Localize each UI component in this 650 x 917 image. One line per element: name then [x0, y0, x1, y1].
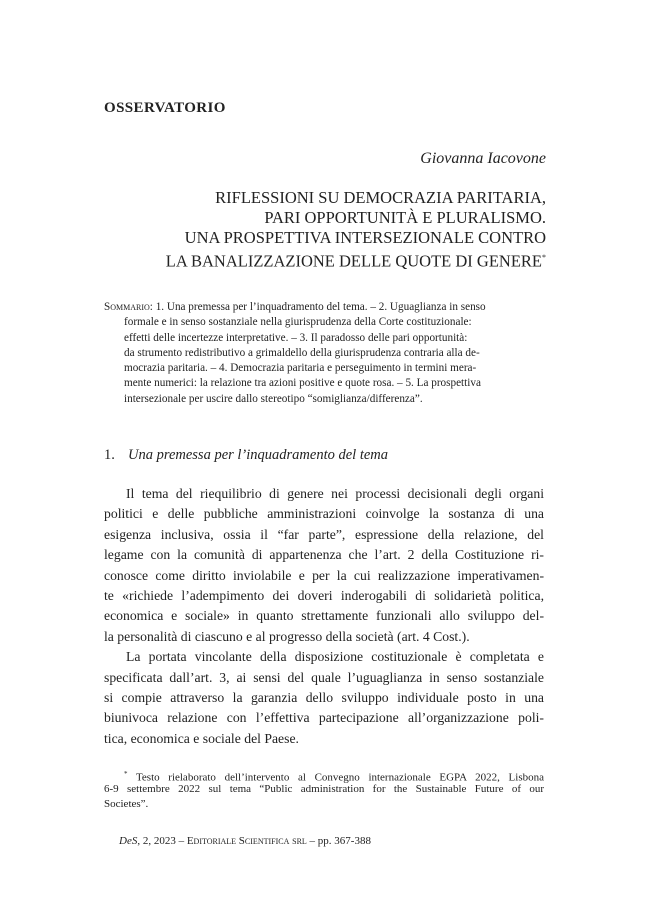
title-line: UNA PROSPETTIVA INTERSEZIONALE CONTRO [184, 228, 546, 247]
summary-first-line [104, 300, 544, 315]
section-heading [104, 447, 388, 464]
article-title [96, 188, 546, 272]
summary-line: mente numerici: la relazione tra azioni positive e quote rosa. – 5. La prospettiva [124, 377, 481, 390]
footer-pages: – pp. 367-388 [306, 835, 371, 847]
title-line-text: LA BANALIZZAZIONE DELLE QUOTE DI GENERE [165, 251, 542, 271]
paragraph-line: economica e sociale» in quanto strettamente funzionali allo sviluppo del- [104, 608, 544, 624]
paragraph-line: biunivoca relazione con l’effettiva partecipazione all’organizzazione poli- [104, 710, 544, 726]
page-footer [119, 835, 371, 847]
footer-issue: , 2, 2023 – [137, 835, 187, 847]
title-line [96, 248, 546, 272]
paragraph-line: tica, economica e sociale del Paese. [104, 730, 299, 746]
summary [104, 300, 544, 407]
footnote-line [104, 767, 544, 782]
footnote-text: Testo rielaborato dell’intervento al Convegno internazionale EGPA 2022, Lisbona [127, 771, 544, 784]
paragraph-line: Il tema del riequilibrio di genere nei processi decisionali degli organi [126, 486, 544, 501]
summary-line: formale e in senso sostanziale nella giurisprudenza della Corte costituzionale: [124, 316, 472, 329]
summary-line: effetti delle incertezze interpretative. – 3. Il paradosso delle pari opportunità: [124, 331, 468, 344]
summary-line: da strumento redistributivo a grimaldello della giurisprudenza contraria alla de- [124, 346, 480, 359]
title-line: PARI OPPORTUNITÀ E PLURALISMO. [264, 208, 546, 227]
title-line: RIFLESSIONI SU DEMOCRAZIA PARITARIA, [215, 188, 546, 207]
footnote-line: Societes”. [104, 798, 149, 810]
summary-line: mocrazia paritaria. – 4. Democrazia paritaria e perseguimento in termini mera- [124, 362, 477, 375]
paragraph-line: La portata vincolante della disposizione costituzionale è completata e [126, 649, 544, 665]
footer-publisher: Editoriale Scientifica srl [186, 835, 307, 847]
paragraph-line: te «richiede l’adempimento dei doveri inderogabili di solidarietà politica, [104, 587, 544, 603]
section-heading-text: Una premessa per l’inquadramento del tema [128, 447, 389, 463]
paragraph-line: esigenza inclusiva, ossia il “far parte”, espressione della relazione, del [104, 526, 544, 542]
section-label: OSSERVATORIO [104, 100, 226, 116]
body-text [104, 484, 544, 749]
footnote [104, 767, 544, 812]
paragraph-line: politici e delle pubbliche amministrazioni coinvolge la sostanza di una [104, 506, 544, 522]
summary-line: 1. Una premessa per l’inquadramento del tema. – 2. Uguaglianza in senso [152, 301, 486, 313]
footnote-line: 6-9 settembre 2022 sul tema “Public administration for the Sustainable Future of our [104, 783, 544, 795]
title-footnote-mark: * [542, 253, 546, 262]
summary-line: intersezionale per uscire dallo stereotipo “somiglianza/differenza”. [124, 392, 423, 405]
author-name: Giovanna Iacovone [420, 150, 546, 167]
footer-journal: DeS [119, 835, 138, 847]
section-number: 1. [104, 447, 115, 463]
paragraph-line: specificata dall’art. 3, ai sensi del quale l’uguaglianza in senso sostanziale [104, 669, 544, 685]
summary-label: Sommario: [104, 301, 153, 313]
paragraph-line: la personalità di ciascuno e al progresso della società (art. 4 Cost.). [104, 628, 470, 644]
paragraph-line: legame con la comunità di appartenenza che l’art. 2 della Costituzione ri- [104, 547, 544, 563]
paragraph-line: conosce come diritto inviolabile e per la cui realizzazione imperativamen- [104, 567, 544, 583]
footnote-mark: * [124, 770, 128, 778]
paragraph-line: si compie attraverso la garanzia dello sviluppo individuale posto in una [104, 689, 544, 705]
